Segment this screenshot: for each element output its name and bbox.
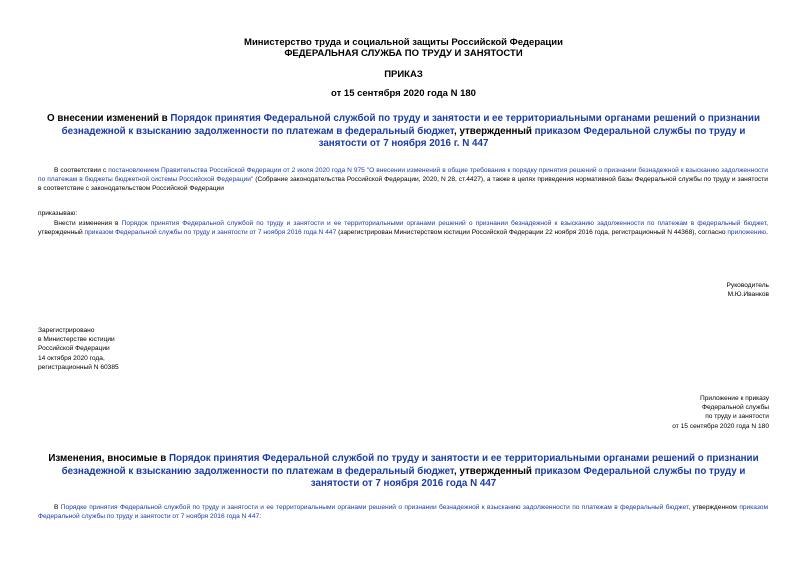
document-header — [0, 37, 807, 59]
ministry-name: Министерство труда и социальной защиты Российской Федерации — [244, 37, 563, 48]
final-text-1: В — [54, 504, 61, 511]
title-link-order[interactable]: приказом Федеральной службы по труду и занятости от 7 ноября 2016 г. N 447 — [318, 125, 746, 149]
signature-name: М.Ю.Иванков — [727, 291, 769, 299]
registration-line: 14 октября 2020 года, — [38, 354, 105, 362]
order-item-paragraph — [38, 219, 768, 237]
preamble-text-2: (Собрание законодательства Российской Федерации, 2020, N 28, ст.4427), а также в целях приведения нормативной базы Федеральной службы по труду и занятости в соответствие с законодательством Российской Федерации — [38, 176, 768, 193]
final-link-procedure[interactable]: Порядке принятия Федеральной службой по труду и занятости и ее территориальными органами решений о признании безнадежной к взысканию задолженности по платежам в федеральный бюджет — [60, 504, 689, 511]
preamble-paragraph — [38, 166, 768, 194]
document-title — [40, 113, 767, 151]
preamble-text-1: В соответствии с — [54, 167, 109, 174]
prikazyvayu-text: приказываю: — [38, 210, 78, 217]
appendix-line: по труду и занятости — [705, 413, 769, 421]
registration-line: Российской Федерации — [38, 345, 110, 353]
appendix-title — [40, 453, 767, 491]
registration-block — [38, 326, 119, 372]
doc-date: от 15 сентября 2020 года N 180 — [331, 88, 476, 99]
final-link-order[interactable]: приказом Федеральной службы по труду и занятости от 7 ноября 2016 года N 447 — [38, 504, 769, 521]
title-link-procedure[interactable]: Порядок принятия Федеральной службой по труду и занятости и ее территориальными органами решений о признании безнадежной к взысканию задолженности по платежам в федеральный бюджет — [61, 113, 760, 137]
order-text-2: , утвержденный — [38, 220, 768, 237]
signature-block — [727, 281, 769, 299]
order-link-procedure[interactable]: Порядок принятия Федеральной службой по труду и занятости и ее территориальными органами решений о признании безнадежной к взысканию задолженности по платежам в федеральный бюджет — [121, 220, 767, 227]
order-text-3: (зарегистрирован Министерством юстиции Российской Федерации 22 ноября 2016 года, регистрационный N 44368), согласно — [336, 229, 728, 237]
preamble-link-resolution[interactable]: постановлением Правительства Российской Федерации от 2 июля 2020 года N 975 "О внесении изменений в общие требования к порядку принятия решений о признании безнадежной к взысканию задолженности по платежам в бюджеты бюджетной системы Российской Федерации" — [38, 167, 768, 184]
title2-middle: , утвержденный — [454, 465, 535, 477]
appendix-line: от 15 сентября 2020 года N 180 — [672, 422, 769, 430]
appendix-line: Приложение к приказу — [699, 395, 769, 402]
title-prefix: О внесении изменений в — [47, 113, 171, 124]
registration-line: Зарегистрировано — [38, 327, 95, 334]
final-text-2: , утвержденном — [688, 504, 740, 511]
registration-line: регистрационный N 60385 — [38, 363, 119, 371]
doc-type: ПРИКАЗ — [384, 69, 423, 80]
appendix-line: Федеральной службы — [701, 404, 769, 412]
title2-link-procedure[interactable]: Порядок принятия Федеральной службой по труду и занятости и ее территориальными органами решений о признании безнадежной к взысканию задолженности по платежам в федеральный бюджет — [61, 453, 759, 477]
final-text-3: : — [259, 513, 262, 521]
service-name: ФЕДЕРАЛЬНАЯ СЛУЖБА ПО ТРУДУ И ЗАНЯТОСТИ — [284, 48, 523, 59]
final-paragraph — [38, 503, 768, 521]
order-link-order[interactable]: приказом Федеральной службы по труду и занятости от 7 ноября 2016 года N 447 — [84, 229, 337, 237]
title2-prefix: Изменения, вносимые в — [48, 453, 169, 464]
order-text-4: . — [766, 229, 768, 237]
appendix-reference — [672, 394, 769, 431]
signature-position: Руководитель — [726, 282, 769, 289]
title2-link-order[interactable]: приказом Федеральной службы по труду и занятости от 7 ноября 2016 года N 447 — [310, 465, 746, 489]
title-middle: , утвержденный — [454, 125, 535, 137]
registration-line: в Министерстве юстиции — [38, 336, 115, 344]
order-text-1: Внести изменения в — [54, 220, 122, 227]
order-link-appendix[interactable]: приложению — [727, 229, 767, 237]
